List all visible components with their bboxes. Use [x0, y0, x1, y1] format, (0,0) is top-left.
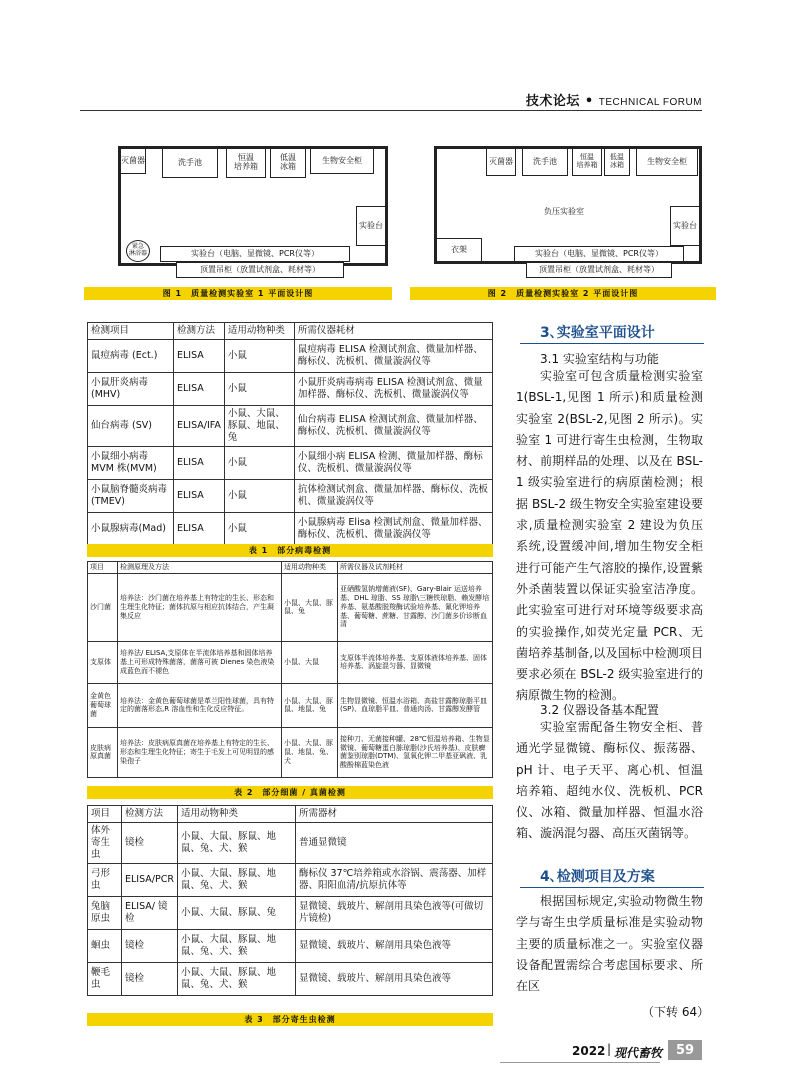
- table-cell: 培养法：皮肤病原真菌在培养基上有特定的生长、形态和生理生化特征；寄生于毛发上可见明显的感染孢子: [118, 727, 282, 777]
- table-cell: 小鼠、大鼠、豚鼠、地鼠、兔、犬、猴: [177, 822, 295, 863]
- table-cell: 普通显微镜: [295, 822, 492, 863]
- table-header-cell: 项目: [88, 562, 118, 574]
- footer-year: 2022: [572, 1044, 606, 1058]
- fridge-box: 低温 冰箱: [270, 148, 306, 178]
- table-cell: 小鼠、大鼠、豚鼠、地鼠、兔: [224, 405, 294, 446]
- cabinet-box-2: 顶置吊柜（放置试剂盒、耗材等）: [526, 262, 672, 278]
- emergency-shower: 紧急 淋浴器: [126, 240, 150, 262]
- figure-1-caption: 图 1 质量检测实验室 1 平面设计图: [84, 287, 392, 300]
- continued-note: （下转 64）: [642, 1005, 710, 1019]
- table-cell: 接种刀、无菌接种罐、28℃恒温培养箱、生物显微镜、葡萄糖蛋白胨琼脂(沙氏培养基)、皮肤癣菌鉴别琼脂(DTM)、氢氧化钾二甲基亚砜液、乳酸酚棉蓝染色液: [338, 727, 493, 777]
- table-cell: 小鼠肝炎病毒病毒 ELISA 检测试剂盒、微量加样器、酶标仪、洗板机、微量漩涡仪等: [294, 372, 492, 405]
- table-row: [88, 896, 493, 929]
- table-cell: ELISA: [174, 479, 225, 512]
- section-4-rule: [520, 887, 704, 888]
- incubator-box: 恒温 培养箱: [226, 148, 266, 178]
- bench-right-box-2: 实验台: [670, 206, 700, 246]
- table-cell: ELISA/ 镜检: [122, 896, 178, 929]
- footer-separator: |: [607, 1042, 612, 1056]
- table-cell: 蛔虫: [88, 929, 122, 962]
- table-cell: 小鼠、大鼠、豚鼠、地鼠、兔: [282, 683, 338, 727]
- header-title-cn: 技术论坛: [525, 94, 580, 109]
- bench-box: 实验台（电脑、显微镜、PCR仪等）: [160, 246, 350, 262]
- table-row: [88, 479, 493, 512]
- subsection-3-2: 3.2 仪器设备基本配置: [540, 703, 659, 717]
- table-cell: 金黄色葡萄球菌: [88, 683, 118, 727]
- table-header-cell: 项目: [88, 806, 122, 823]
- table-header-cell: 所需器材: [295, 806, 492, 823]
- table-cell: ELISA: [174, 512, 225, 545]
- table-header-cell: 检测方法: [122, 806, 178, 823]
- table-cell: 仙台病毒 (SV): [88, 405, 174, 446]
- table-1-caption: 表 1 部分病毒检测: [87, 544, 493, 557]
- table-header-cell: 适用动物种类: [282, 562, 338, 574]
- bsc-box-2: 生物安全柜: [636, 148, 698, 176]
- table-cell: 镜检: [122, 929, 178, 962]
- table-cell: 生物显微镜、恒温水浴箱、高盐甘露醇琼脂平皿(SP)、血琼脂平皿、普通肉汤、甘露醇发酵管: [338, 683, 493, 727]
- table-cell: 兔脑原虫: [88, 896, 122, 929]
- table-cell: 显微镜、载玻片、解剖用具染色液等: [295, 929, 492, 962]
- table-cell: 支原体半流体培养基、支原体液体培养基、固体培养基、涡旋混匀器、显微镜: [338, 641, 493, 683]
- figure-1-plan: [100, 146, 388, 278]
- bench-box-2: 实验台（电脑、显微镜、PCR仪等）: [514, 246, 684, 262]
- table-header-cell: 所需仪器耗材: [294, 323, 492, 340]
- footer-rule: [500, 1062, 660, 1063]
- table-cell: 小鼠: [224, 479, 294, 512]
- table-cell: 抗体检测试剂盒、微量加样器、酶标仪、洗板机、微量漩涡仪等: [294, 479, 492, 512]
- table-row: [88, 962, 493, 995]
- section-4-title: 4､检测项目及方案: [540, 869, 655, 885]
- table-cell: 小鼠脑脊髓炎病毒 (TMEV): [88, 479, 174, 512]
- table-cell: 酶标仪 37℃培养箱或水浴锅、震荡器、加样器、阳阳血清/抗原抗体等: [295, 863, 492, 896]
- table-cell: ELISA/IFA: [174, 405, 225, 446]
- table-cell: 镜检: [122, 962, 178, 995]
- table-cell: ELISA: [174, 446, 225, 479]
- locker-box: 衣架: [436, 238, 482, 262]
- table-cell: 显微镜、载玻片、解剖用具染色液等(可做切片镜检): [295, 896, 492, 929]
- table-row: [88, 372, 493, 405]
- header-title-en: TECHNICAL FORUM: [598, 97, 702, 108]
- table-cell: 仙台病毒 ELISA 检测试剂盒、微量加样器、酶标仪、洗板机、微量漩涡仪等: [294, 405, 492, 446]
- table-row: [88, 822, 493, 863]
- table-row: [88, 727, 493, 777]
- table-header-row: [88, 806, 493, 823]
- table-cell: 小鼠、大鼠、豚鼠、兔: [177, 896, 295, 929]
- table-cell: 体外寄生虫: [88, 822, 122, 863]
- table-cell: 弓形虫: [88, 863, 122, 896]
- table-header-cell: 所需仪器及试剂耗材: [338, 562, 493, 574]
- running-header: 技术论坛 • TECHNICAL FORUM: [525, 94, 702, 109]
- sink-box: 洗手池: [162, 148, 218, 178]
- table-cell: 培养法：金黄色葡萄球菌是革兰阳性球菌，具有特定的菌落形态,R 溶血性和生化反应特征。: [118, 683, 282, 727]
- table-cell: 支原体: [88, 641, 118, 683]
- table-cell: 小鼠、大鼠: [282, 641, 338, 683]
- section-3-rule: [520, 343, 704, 344]
- table-header-cell: 适用动物种类: [177, 806, 295, 823]
- table-2-bacteria: [87, 561, 493, 778]
- table-cell: 鼠痘病毒 ELISA 检测试剂盒、微量加样器、酶标仪、洗板机、微量漩涡仪等: [294, 339, 492, 372]
- fridge-box-2: 低温 冰箱: [604, 148, 630, 176]
- table-2-caption: 表 2 部分细菌 / 真菌检测: [87, 786, 493, 799]
- table-row: [88, 339, 493, 372]
- table-cell: 亚硒酸氢钠增菌液(SF)、Gary-Blair 运送培养基、DHL 琼脂、SS 琼脂\三糖铁琼脂、赖发酵培养基、氨基酸脱羧酶试验培养基、氰化钾培养基、葡萄糖、蔗糖、甘露醇、沙门菌多价诊断血清: [338, 573, 493, 641]
- table-header-cell: 检测方法: [174, 323, 225, 340]
- figure-2-plan: [434, 146, 702, 278]
- table-cell: 小鼠: [224, 512, 294, 545]
- table-3-caption: 表 3 部分寄生虫检测: [87, 1013, 493, 1026]
- table-cell: 小鼠: [224, 339, 294, 372]
- paragraph-3-2: 实验室需配备生物安全柜、普通光学显微镜、酶标仪、振荡器、pH 计、电子天平、离心机、恒温培养箱、超纯水仪、洗板机、PCR 仪、冰箱、微量加样器、恒温水浴箱、漩涡混匀器、高压灭菌锅等。: [516, 720, 703, 841]
- cabinet-box: 顶置吊柜（放置试剂盒、耗材等）: [176, 262, 344, 278]
- table-cell: 小鼠: [224, 372, 294, 405]
- table-cell: 小鼠、大鼠、豚鼠、地鼠、兔、犬、猴: [177, 962, 295, 995]
- table-cell: 小鼠细小病毒 MVM 株(MVM): [88, 446, 174, 479]
- section-3-title: 3､实验室平面设计: [540, 325, 655, 341]
- table-cell: 鼠痘病毒 (Ect.): [88, 339, 174, 372]
- table-row: [88, 512, 493, 545]
- header-rule: [80, 110, 702, 111]
- page-number: 59: [668, 1040, 702, 1060]
- table-cell: 培养法：沙门菌在培养基上有特定的生长、形态和生理生化特征；菌体抗原与相应抗体结合，产生凝集反应: [118, 573, 282, 641]
- table-cell: 小鼠、大鼠、豚鼠、兔: [282, 573, 338, 641]
- table-header-cell: 检测项目: [88, 323, 174, 340]
- table-cell: 小鼠、大鼠、豚鼠、地鼠、兔、犬、猴: [177, 863, 295, 896]
- subsection-3-1: 3.1 实验室结构与功能: [540, 352, 659, 366]
- table-cell: 小鼠、大鼠、豚鼠、地鼠、兔、犬、猴: [177, 929, 295, 962]
- incubator-box-2: 恒温 培养箱: [572, 148, 602, 176]
- table-row: [88, 683, 493, 727]
- table-cell: 显微镜、载玻片、解剖用具染色液等: [295, 962, 492, 995]
- table-row: [88, 863, 493, 896]
- table-cell: 沙门菌: [88, 573, 118, 641]
- table-cell: 小鼠腺病毒(Mad): [88, 512, 174, 545]
- bsc-box: 生物安全柜: [310, 148, 374, 174]
- table-cell: ELISA: [174, 372, 225, 405]
- table-cell: 小鼠细小病 ELISA 检测、微量加样器、酶标仪、洗板机、微量漩涡仪等: [294, 446, 492, 479]
- table-row: [88, 929, 493, 962]
- table-row: [88, 405, 493, 446]
- table-cell: 皮肤病原真菌: [88, 727, 118, 777]
- table-header-cell: 适用动物种类: [224, 323, 294, 340]
- table-cell: 小鼠腺病毒 Elisa 检测试剂盒、微量加样器、酶标仪、洗板机、微量漩涡仪等: [294, 512, 492, 545]
- sterilizer-box: 灭菌器: [120, 148, 146, 174]
- sink-box-2: 洗手池: [522, 148, 568, 176]
- footer-magazine: 现代畜牧: [614, 1046, 663, 1060]
- table-3-parasite: [87, 805, 493, 996]
- table-header-row: [88, 323, 493, 340]
- table-1-virus: [87, 322, 493, 546]
- figure-2-caption: 图 2 质量检测实验室 2 平面设计图: [410, 287, 716, 300]
- table-header-row: [88, 562, 493, 574]
- table-row: [88, 573, 493, 641]
- table-cell: 小鼠、大鼠、豚鼠、地鼠、兔、犬: [282, 727, 338, 777]
- table-cell: 培养法/ ELISA,支原体在半流体培养基和固体培养基上可形成特殊菌落，菌落可被 Dienes 染色液染成蓝色而不褪色: [118, 641, 282, 683]
- table-cell: 鞭毛虫: [88, 962, 122, 995]
- table-cell: 小鼠肝炎病毒 (MHV): [88, 372, 174, 405]
- table-cell: ELISA: [174, 339, 225, 372]
- table-header-cell: 检测原理及方法: [118, 562, 282, 574]
- table-cell: ELISA/PCR: [122, 863, 178, 896]
- paragraph-3-1: 实验室可包含质量检测实验室1(BSL-1,见图 1 所示)和质量检测实验室 2(BSL-2,见图 2 所示)。实验室 1 可进行寄生虫检测，生物取材、前期样品的处理、以及在 BSL-1 级实验室进行的病原菌检测；根据 BSL-2 级生物安全实验室建设要求,质量检测实验室 2 建设为负压系统,设置缓冲间,增加生物安全柜进行可能产生气溶胶的操作,设置紫外杀菌装置以保证实验室洁净度。此实验室可进行对环境等级要求高的实验操作,如荧光定量 PCR、无菌培养基制备,以及国标中检测项目要求必须在 BSL-2 级实验室进行的病原微生物的检测。: [516, 369, 703, 703]
- table-row: [88, 446, 493, 479]
- table-cell: 镜检: [122, 822, 178, 863]
- table-cell: 小鼠: [224, 446, 294, 479]
- sterilizer-box-2: 灭菌器: [486, 148, 516, 176]
- table-row: [88, 641, 493, 683]
- negative-pressure-room: 负压实验室: [544, 207, 584, 216]
- bench-right-box: 实验台: [356, 206, 386, 246]
- paragraph-4: 根据国标规定,实验动物微生物学与寄生虫学质量标准是实验动物主要的质量标准之一。实验室仪器设备配置需综合考虑国标要求、所在区: [516, 894, 703, 994]
